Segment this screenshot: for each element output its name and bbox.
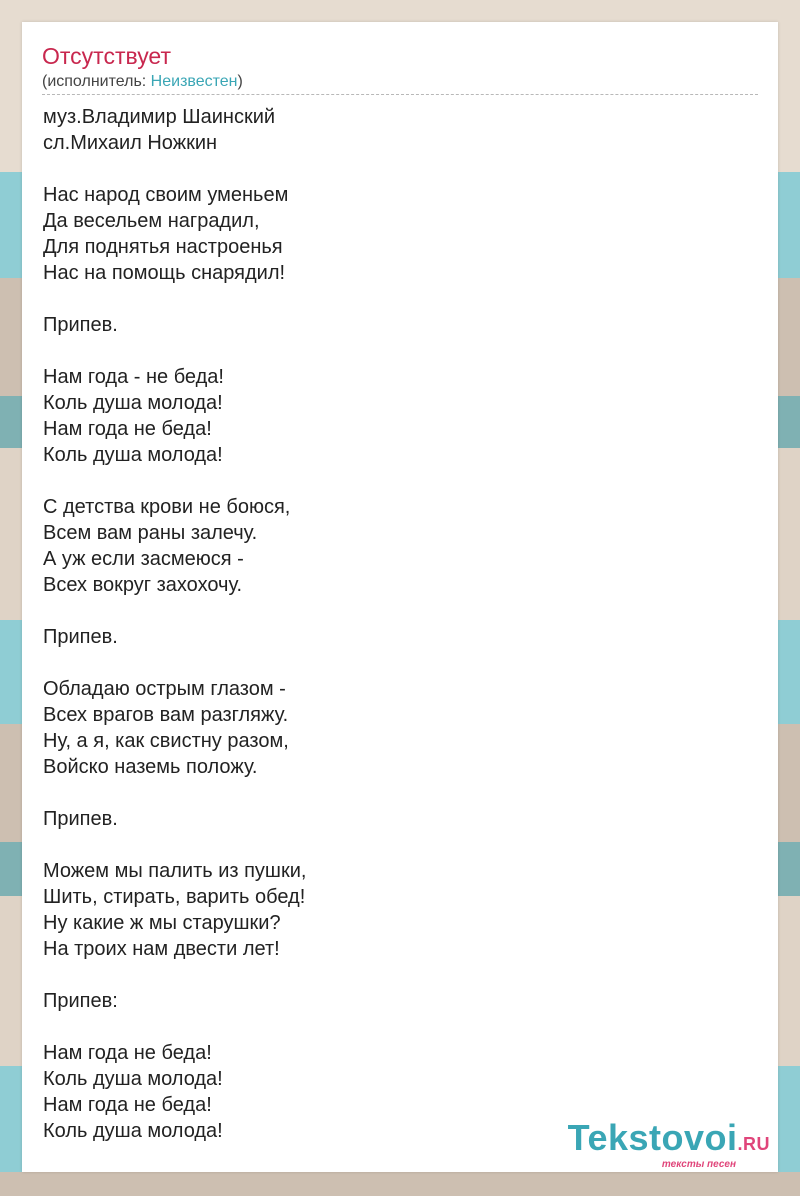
site-logo[interactable]	[567, 1117, 770, 1170]
lyric-line	[43, 286, 758, 312]
lyric-line: Коль душа молода!	[43, 1120, 223, 1142]
lyric-line: Нам года не беда!	[43, 1042, 212, 1064]
lyric-line: С детства крови не боюся,	[43, 496, 291, 518]
lyric-line: Для поднятья настроенья	[43, 236, 283, 258]
lyric-line: Нам года - не беда!	[43, 366, 224, 388]
lyric-line: сл.Михаил Ножкин	[43, 132, 218, 154]
lyric-line: Припев.	[43, 626, 118, 648]
lyric-line: Ну, а я, как свистну разом,	[43, 730, 289, 752]
lyric-line	[43, 338, 758, 364]
lyric-line: Всем вам раны залечу.	[43, 522, 258, 544]
lyric-line: Шить, стирать, варить обед!	[43, 886, 306, 908]
lyric-line	[43, 1014, 758, 1040]
artist-suffix: )	[237, 73, 243, 90]
lyric-line	[43, 156, 758, 182]
lyrics-card	[22, 22, 778, 1172]
lyric-line: Войско наземь положу.	[43, 756, 258, 778]
lyric-line	[43, 962, 758, 988]
lyric-line: Всех врагов вам разгляжу.	[43, 704, 289, 726]
lyric-line: муз.Владимир Шаинский	[43, 106, 276, 128]
lyric-line: Нас на помощь снарядил!	[43, 262, 286, 284]
logo-wordmark	[567, 1117, 770, 1162]
lyric-line: Коль душа молода!	[43, 1068, 223, 1090]
lyric-line: Коль душа молода!	[43, 444, 223, 466]
song-header	[42, 42, 758, 95]
lyric-line: Обладаю острым глазом -	[43, 678, 286, 700]
lyric-line: Нас народ своим уменьем	[43, 184, 289, 206]
artist-line	[42, 72, 758, 95]
lyric-line: Да весельем наградил,	[43, 210, 260, 232]
artist-prefix: (исполнитель:	[42, 73, 151, 90]
lyric-line: Можем мы палить из пушки,	[43, 860, 307, 882]
lyric-line: Припев:	[43, 990, 118, 1012]
lyric-line: Всех вокруг захохочу.	[43, 574, 243, 596]
lyric-line: Нам года не беда!	[43, 418, 212, 440]
lyric-line: Припев.	[43, 808, 118, 830]
lyric-line: Ну какие ж мы старушки?	[43, 912, 281, 934]
lyric-line: На троих нам двести лет!	[43, 938, 280, 960]
lyric-line: Коль душа молода!	[43, 392, 223, 414]
artist-link[interactable]: Неизвестен	[150, 73, 238, 90]
lyric-line	[43, 468, 758, 494]
lyrics-text	[43, 104, 758, 1144]
logo-name: Tekstovoi	[567, 1117, 738, 1158]
lyric-line: Нам года не беда!	[43, 1094, 212, 1116]
logo-tld: .RU	[737, 1134, 770, 1154]
lyric-line	[43, 780, 758, 806]
logo-tagline: тексты песен	[661, 1159, 736, 1170]
lyric-line	[43, 832, 758, 858]
lyric-line: А уж если засмеюся -	[43, 548, 244, 570]
lyric-line: Припев.	[43, 314, 118, 336]
lyric-line	[43, 598, 758, 624]
song-title: Отсутствует	[42, 43, 171, 69]
lyric-line	[43, 650, 758, 676]
